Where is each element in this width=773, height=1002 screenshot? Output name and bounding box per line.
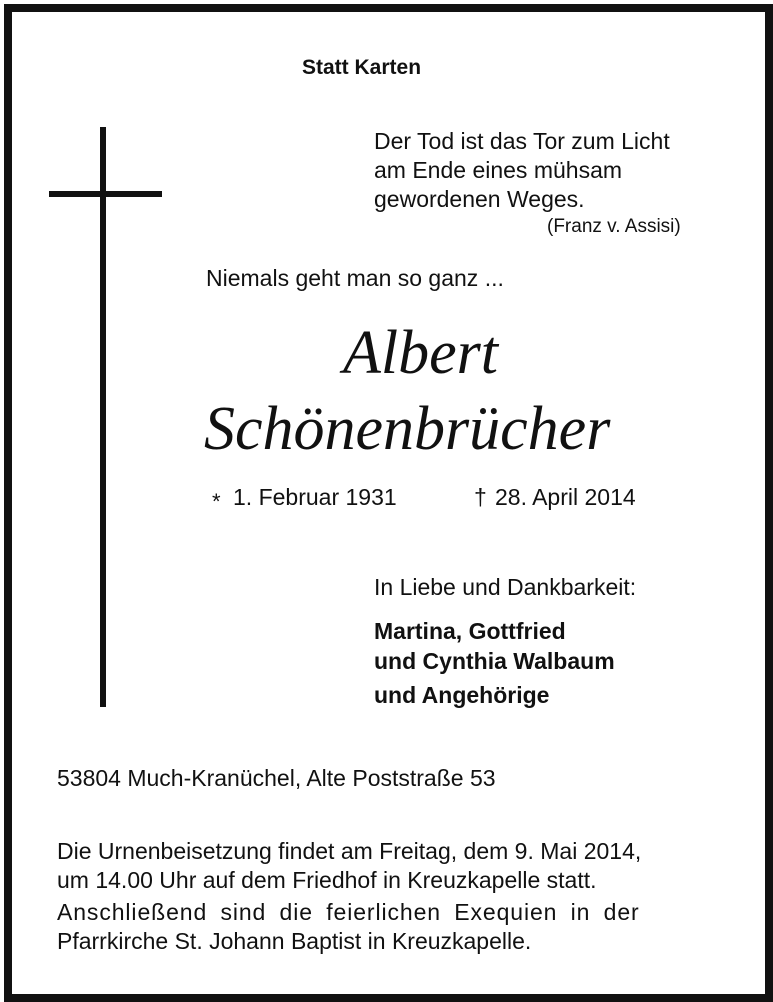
- quote-line-3: gewordenen Weges.: [374, 186, 585, 212]
- deceased-first-name: Albert: [343, 319, 498, 387]
- birth-symbol: *: [212, 489, 221, 514]
- cross-icon-vertical: [100, 127, 106, 707]
- mourners-line-2: und Cynthia Walbaum: [374, 648, 615, 674]
- address-line: 53804 Much-Kranüchel, Alte Poststraße 53: [57, 765, 496, 791]
- death-symbol: †: [474, 484, 487, 510]
- funeral-line-3: Anschließend sind die feierlichen Exequien in der: [57, 899, 640, 925]
- quote-line-2: am Ende eines mühsam: [374, 157, 623, 183]
- birth-date: 1. Februar 1931: [233, 484, 397, 510]
- funeral-line-1: Die Urnenbeisetzung findet am Freitag, dem 9. Mai 2014,: [57, 838, 642, 864]
- mourners-lead: In Liebe und Dankbarkeit:: [374, 574, 637, 600]
- quote-line-1: Der Tod ist das Tor zum Licht: [374, 128, 670, 154]
- mourners-line-1: Martina, Gottfried: [374, 618, 566, 644]
- intro-line: Niemals geht man so ganz ...: [206, 265, 504, 291]
- mourners-line-3: und Angehörige: [374, 682, 550, 708]
- funeral-line-4: Pfarrkirche St. Johann Baptist in Kreuzkapelle.: [57, 928, 532, 954]
- quote-attribution: (Franz v. Assisi): [547, 216, 681, 237]
- funeral-line-2: um 14.00 Uhr auf dem Friedhof in Kreuzkapelle statt.: [57, 867, 597, 893]
- cross-icon-horizontal: [49, 191, 162, 197]
- statt-karten-heading: Statt Karten: [302, 56, 422, 79]
- deceased-last-name: Schönenbrücher: [204, 395, 611, 463]
- death-date: 28. April 2014: [495, 484, 636, 510]
